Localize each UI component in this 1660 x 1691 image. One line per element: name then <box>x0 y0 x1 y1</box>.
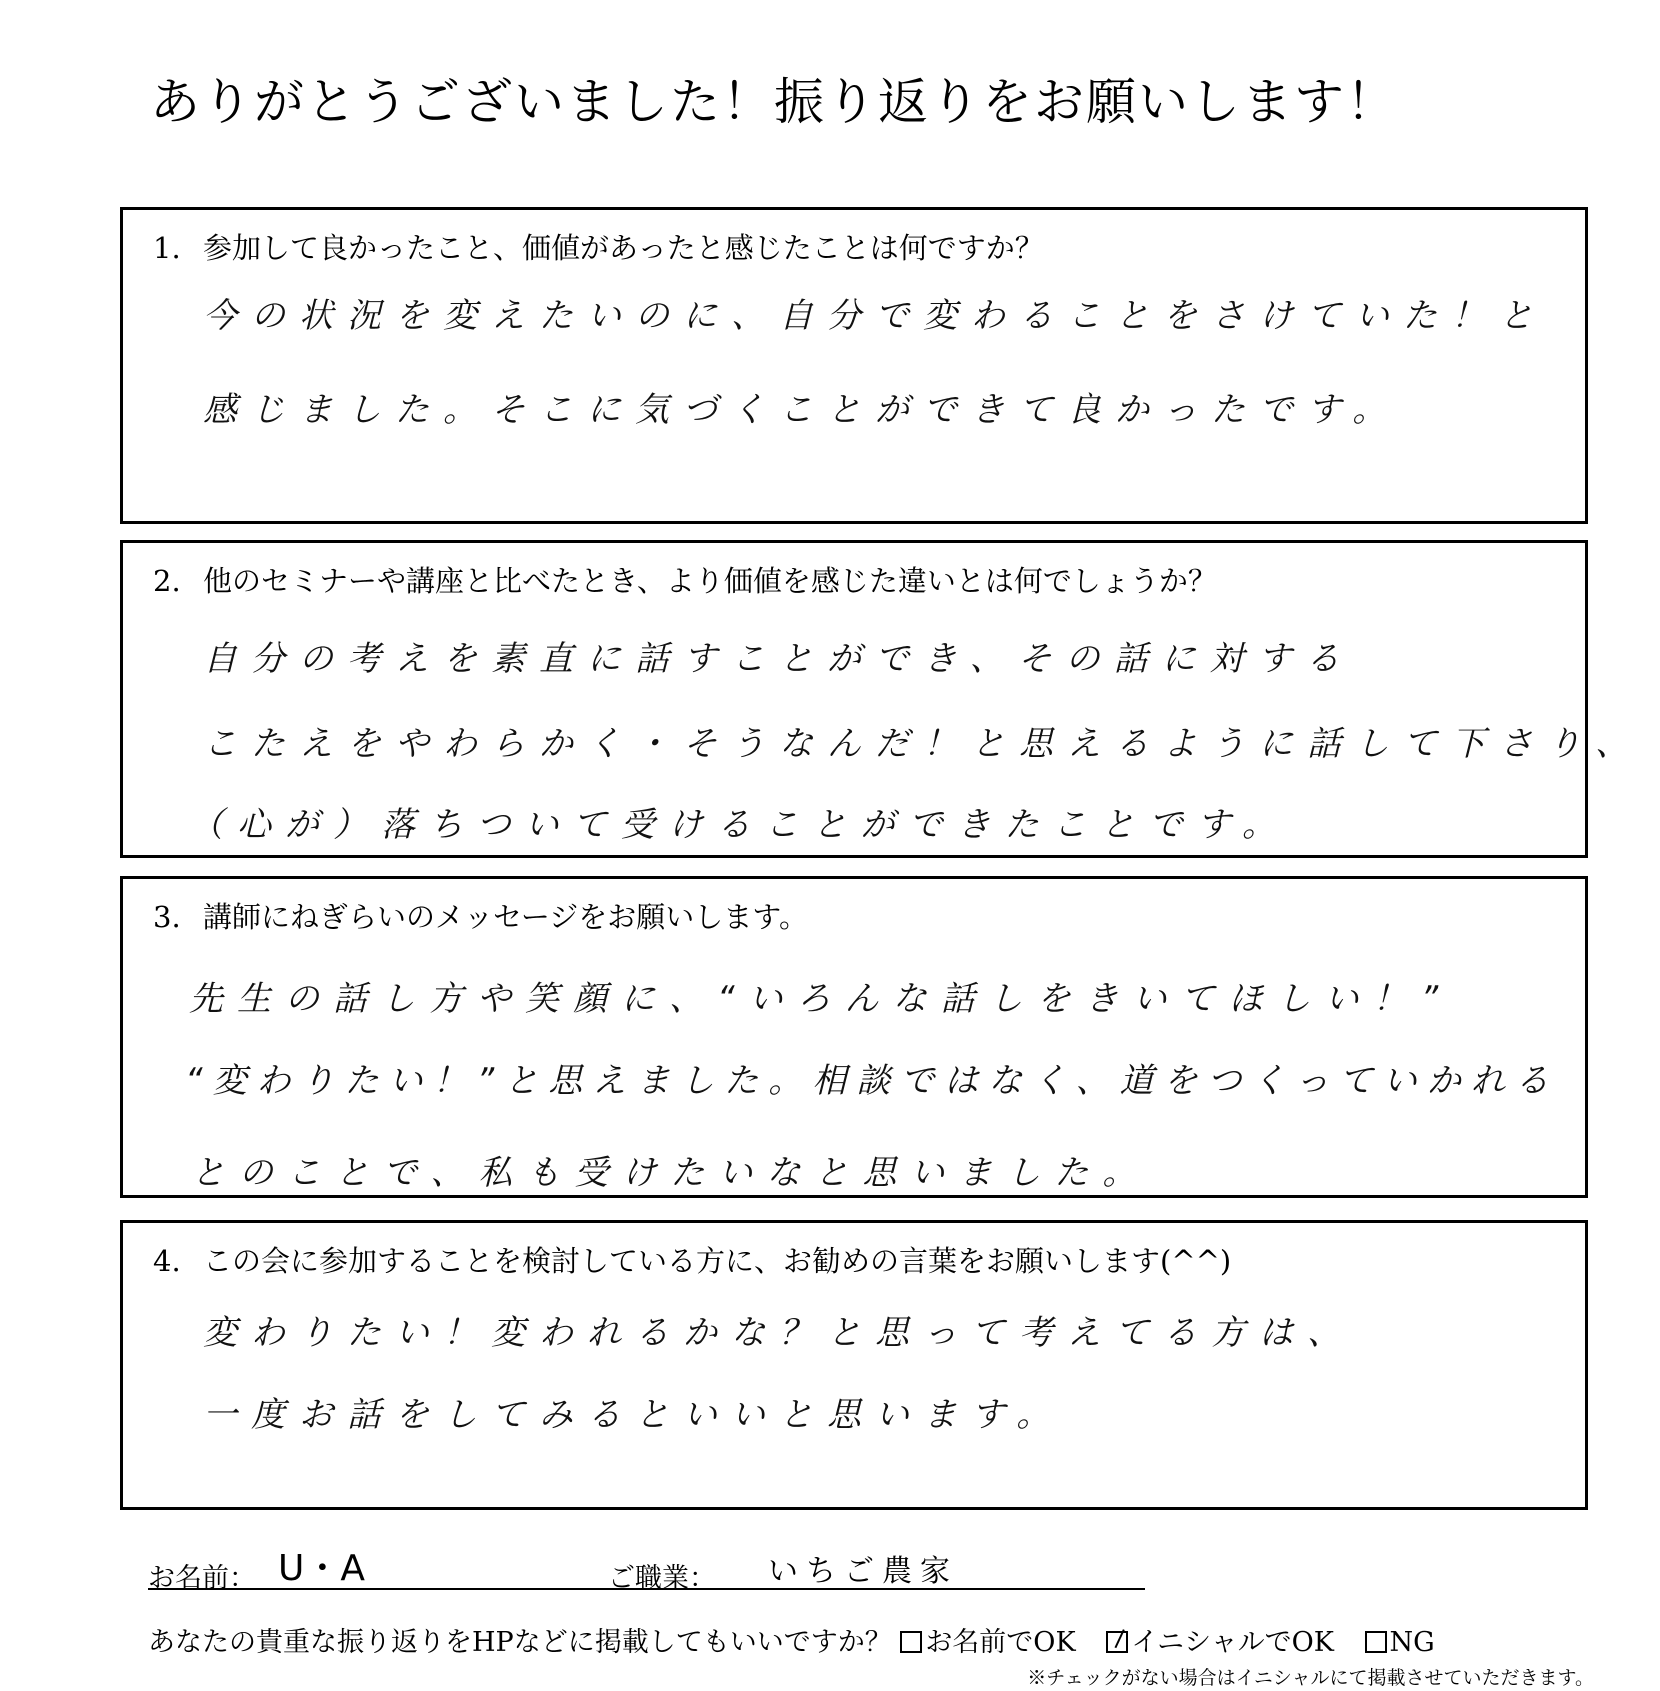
option-initial-ok[interactable]: イニシャルでOK <box>1106 1627 1334 1658</box>
question-text: この会に参加することを検討している方に、お勧めの言葉をお願いします(^^) <box>203 1244 1232 1278</box>
option-ng[interactable]: NG <box>1365 1627 1435 1658</box>
question-box-1 <box>120 207 1588 524</box>
answer-line: とのことで、私も受けたいなと思いました。 <box>191 1153 1151 1193</box>
question-number: 4. <box>153 1244 181 1278</box>
checked-checkbox-icon[interactable] <box>1106 1631 1128 1653</box>
answer-line: 一度お話をしてみるといいと思います。 <box>203 1395 1065 1435</box>
question-text: 講師にねぎらいのメッセージをお願いします。 <box>203 900 808 934</box>
name-label: お名前： <box>148 1563 256 1594</box>
question-2 <box>153 559 1217 600</box>
question-number: 2. <box>153 564 181 598</box>
answer-line: 自分の考えを素直に話すことができ、その話に対する <box>203 639 1354 679</box>
footer-underline <box>148 1588 1145 1590</box>
question-4 <box>153 1239 1231 1280</box>
checkbox-icon[interactable] <box>1365 1631 1387 1653</box>
answer-line: こたえをやわらかく・そうなんだ！と思えるように話して下さり、 <box>203 724 1643 764</box>
question-1 <box>153 226 1044 267</box>
answer-line: 変わりたい！変われるかな？と思って考えてる方は、 <box>203 1313 1355 1353</box>
answer-line: 感じました。そこに気づくことができて良かったです。 <box>203 390 1401 430</box>
name-value: U・A <box>278 1548 365 1589</box>
question-box-2 <box>120 540 1643 858</box>
page-title: ありがとうございました！振り返りをお願いします！ <box>150 73 1398 131</box>
question-text: 他のセミナーや講座と比べたとき、より価値を感じた違いとは何でしょうか？ <box>203 564 1217 598</box>
question-box-4 <box>120 1220 1588 1510</box>
question-3 <box>153 895 808 936</box>
question-number: 3. <box>153 900 181 934</box>
answer-line: 今の状況を変えたいのに、自分で変わることをさけていた！と <box>203 296 1547 336</box>
footer-note: ※チェックがない場合はイニシャルにて掲載させていただきます。 <box>1027 1667 1594 1689</box>
publish-permission <box>148 1620 1435 1659</box>
question-box-3 <box>120 876 1588 1198</box>
publish-question: あなたの貴重な振り返りをHPなどに掲載してもいいですか？ <box>148 1627 892 1658</box>
answer-line: （心が）落ちついて受けることができたことです。 <box>189 805 1290 845</box>
answer-line: “変わりたい！”と思えました。相談ではなく、道をつくっていかれる <box>185 1061 1559 1101</box>
option-name-ok[interactable]: お名前でOK <box>900 1627 1075 1658</box>
question-text: 参加して良かったこと、価値があったと感じたことは何ですか？ <box>203 231 1044 265</box>
job-value: いちご農家 <box>768 1554 958 1589</box>
question-number: 1. <box>153 231 181 265</box>
checkbox-icon[interactable] <box>900 1631 922 1653</box>
answer-line: 先生の話し方や笑顔に、“いろんな話しをきいてほしい！” <box>189 979 1453 1019</box>
job-label: ご職業： <box>608 1563 716 1594</box>
